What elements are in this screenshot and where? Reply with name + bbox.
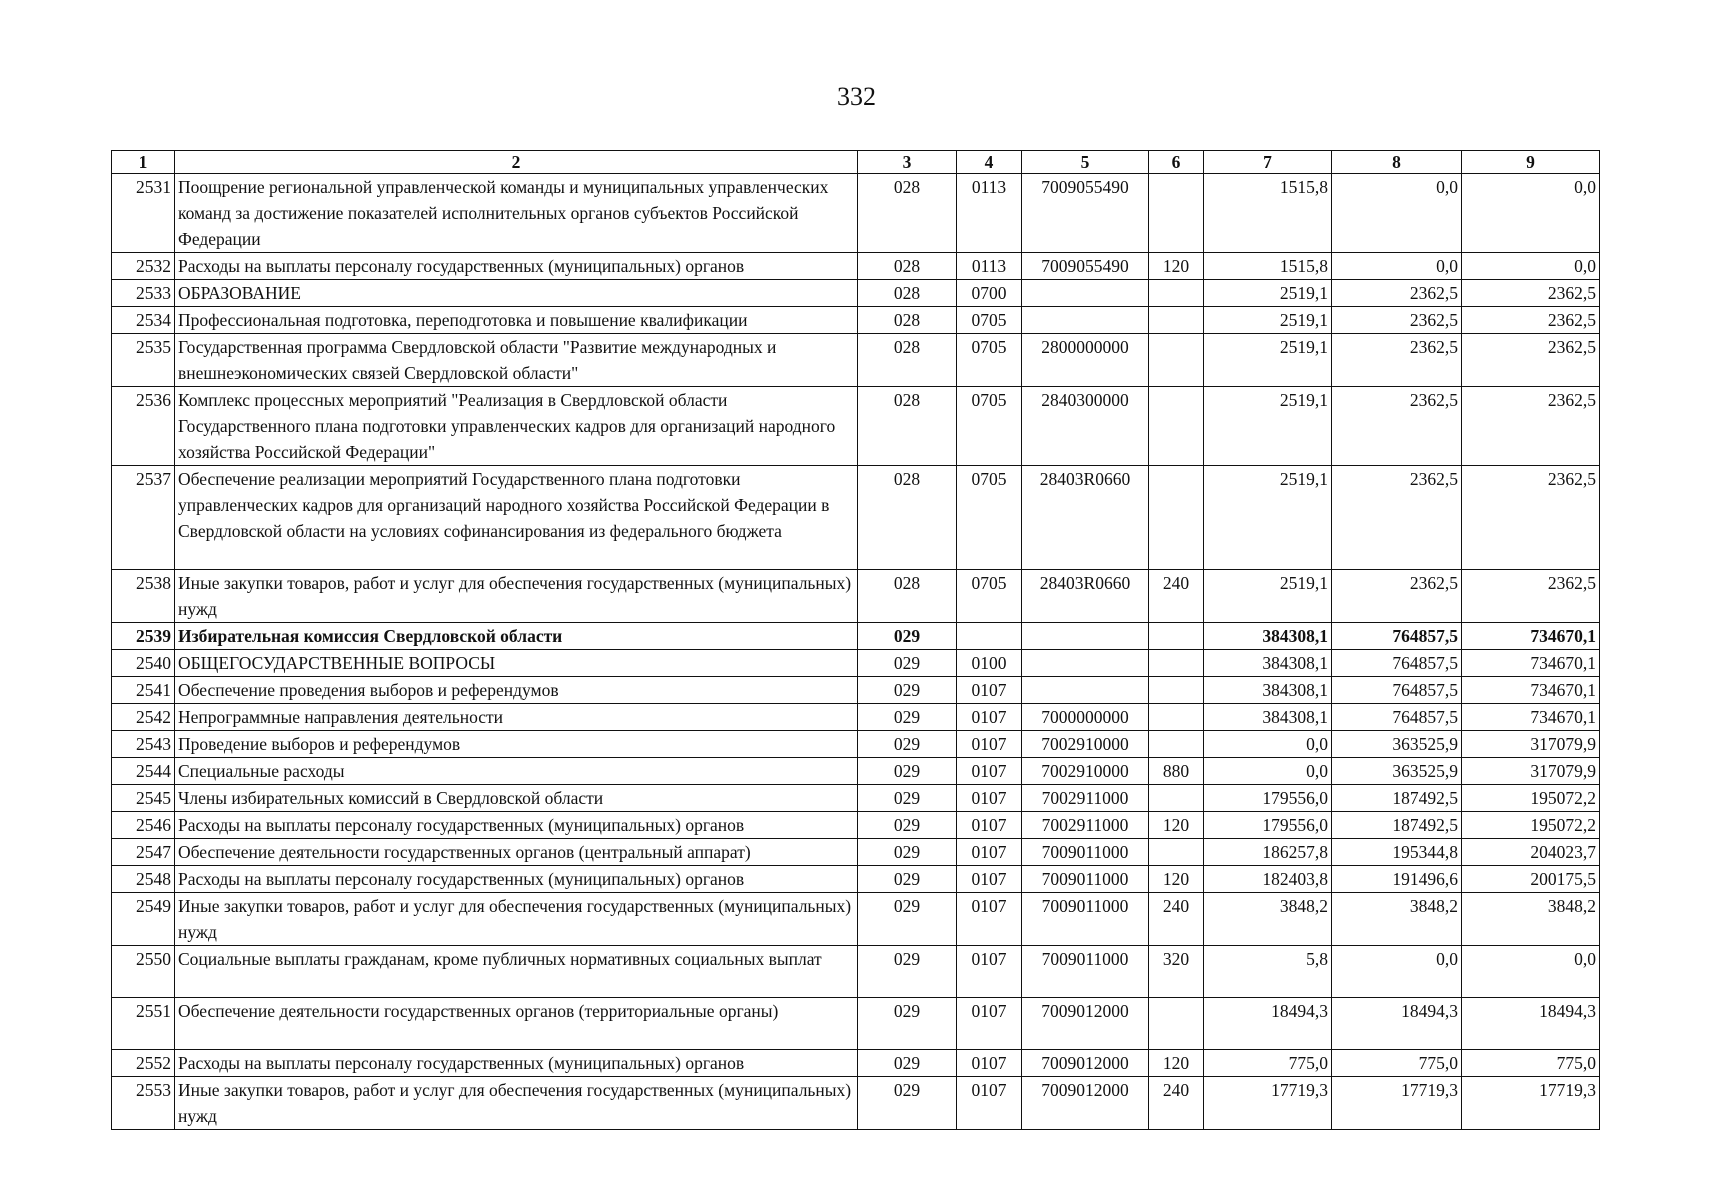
amount-col-8: 2362,5: [1332, 466, 1462, 570]
row-name: Иные закупки товаров, работ и услуг для обеспечения государственных (муниципальных) нужд: [175, 893, 858, 946]
amount-col-7: 179556,0: [1204, 812, 1332, 839]
table-row: [112, 785, 1600, 812]
code-target: 7002910000: [1022, 731, 1149, 758]
amount-col-9: 2362,5: [1462, 387, 1600, 466]
amount-col-9: 195072,2: [1462, 812, 1600, 839]
row-number: 2550: [112, 946, 175, 998]
amount-col-8: 2362,5: [1332, 280, 1462, 307]
code-target: [1022, 280, 1149, 307]
code-target: 2800000000: [1022, 334, 1149, 387]
row-name: Специальные расходы: [175, 758, 858, 785]
code-expense-type: [1149, 785, 1204, 812]
code-expense-type: 120: [1149, 1050, 1204, 1077]
amount-col-7: 384308,1: [1204, 650, 1332, 677]
row-name: Социальные выплаты гражданам, кроме публичных нормативных социальных выплат: [175, 946, 858, 998]
table-row: [112, 650, 1600, 677]
amount-col-8: 18494,3: [1332, 998, 1462, 1050]
code-ministry: 029: [858, 704, 957, 731]
amount-col-8: 764857,5: [1332, 677, 1462, 704]
column-header-7: 7: [1204, 151, 1332, 174]
table-row: [112, 1050, 1600, 1077]
table-row: [112, 623, 1600, 650]
code-section: 0113: [957, 253, 1022, 280]
row-number: 2549: [112, 893, 175, 946]
code-ministry: 029: [858, 839, 957, 866]
code-ministry: 029: [858, 893, 957, 946]
code-expense-type: [1149, 174, 1204, 253]
code-expense-type: 120: [1149, 253, 1204, 280]
code-expense-type: 320: [1149, 946, 1204, 998]
amount-col-7: 2519,1: [1204, 466, 1332, 570]
amount-col-8: 195344,8: [1332, 839, 1462, 866]
amount-col-9: 3848,2: [1462, 893, 1600, 946]
amount-col-7: 384308,1: [1204, 677, 1332, 704]
budget-table: [111, 150, 1600, 1130]
table-row: [112, 1077, 1600, 1130]
amount-col-9: 2362,5: [1462, 570, 1600, 623]
amount-col-9: 2362,5: [1462, 307, 1600, 334]
row-number: 2546: [112, 812, 175, 839]
row-number: 2539: [112, 623, 175, 650]
amount-col-7: 0,0: [1204, 731, 1332, 758]
code-target: 7002911000: [1022, 812, 1149, 839]
amount-col-8: 191496,6: [1332, 866, 1462, 893]
code-expense-type: 120: [1149, 866, 1204, 893]
amount-col-7: 17719,3: [1204, 1077, 1332, 1130]
code-target: 2840300000: [1022, 387, 1149, 466]
code-section: 0705: [957, 334, 1022, 387]
code-expense-type: [1149, 731, 1204, 758]
amount-col-8: 187492,5: [1332, 812, 1462, 839]
amount-col-8: 363525,9: [1332, 758, 1462, 785]
amount-col-9: 2362,5: [1462, 280, 1600, 307]
row-name: Обеспечение деятельности государственных органов (центральный аппарат): [175, 839, 858, 866]
code-target: 7002910000: [1022, 758, 1149, 785]
row-number: 2548: [112, 866, 175, 893]
amount-col-9: 734670,1: [1462, 677, 1600, 704]
amount-col-9: 317079,9: [1462, 758, 1600, 785]
amount-col-7: 1515,8: [1204, 174, 1332, 253]
table-row: [112, 253, 1600, 280]
amount-col-9: 734670,1: [1462, 704, 1600, 731]
amount-col-8: 2362,5: [1332, 387, 1462, 466]
table-row: [112, 570, 1600, 623]
table-row: [112, 387, 1600, 466]
code-ministry: 028: [858, 466, 957, 570]
amount-col-9: 0,0: [1462, 174, 1600, 253]
code-section: 0107: [957, 946, 1022, 998]
code-ministry: 028: [858, 387, 957, 466]
code-target: 7009011000: [1022, 946, 1149, 998]
code-target: [1022, 307, 1149, 334]
table-row: [112, 731, 1600, 758]
amount-col-8: 0,0: [1332, 946, 1462, 998]
amount-col-7: 18494,3: [1204, 998, 1332, 1050]
code-section: 0107: [957, 1050, 1022, 1077]
row-number: 2536: [112, 387, 175, 466]
amount-col-9: 204023,7: [1462, 839, 1600, 866]
row-name: Расходы на выплаты персоналу государственных (муниципальных) органов: [175, 812, 858, 839]
row-number: 2540: [112, 650, 175, 677]
amount-col-9: 200175,5: [1462, 866, 1600, 893]
amount-col-8: 775,0: [1332, 1050, 1462, 1077]
code-ministry: 029: [858, 677, 957, 704]
table-row: [112, 704, 1600, 731]
code-target: 28403R0660: [1022, 570, 1149, 623]
table-row: [112, 998, 1600, 1050]
code-target: 7009055490: [1022, 253, 1149, 280]
row-name: Профессиональная подготовка, переподготовка и повышение квалификации: [175, 307, 858, 334]
amount-col-7: 2519,1: [1204, 387, 1332, 466]
code-ministry: 028: [858, 334, 957, 387]
code-ministry: 028: [858, 174, 957, 253]
amount-col-9: 18494,3: [1462, 998, 1600, 1050]
code-expense-type: 880: [1149, 758, 1204, 785]
row-name: Иные закупки товаров, работ и услуг для обеспечения государственных (муниципальных) нужд: [175, 1077, 858, 1130]
code-expense-type: 120: [1149, 812, 1204, 839]
table-row: [112, 866, 1600, 893]
code-expense-type: [1149, 623, 1204, 650]
amount-col-7: 2519,1: [1204, 570, 1332, 623]
row-number: 2531: [112, 174, 175, 253]
row-number: 2547: [112, 839, 175, 866]
code-expense-type: 240: [1149, 570, 1204, 623]
code-section: 0107: [957, 812, 1022, 839]
column-header-3: 3: [858, 151, 957, 174]
code-section: 0107: [957, 839, 1022, 866]
amount-col-8: 2362,5: [1332, 570, 1462, 623]
code-expense-type: [1149, 334, 1204, 387]
column-header-6: 6: [1149, 151, 1204, 174]
amount-col-9: 2362,5: [1462, 466, 1600, 570]
code-target: 28403R0660: [1022, 466, 1149, 570]
code-expense-type: 240: [1149, 893, 1204, 946]
row-number: 2532: [112, 253, 175, 280]
amount-col-9: 734670,1: [1462, 650, 1600, 677]
table-row: [112, 174, 1600, 253]
row-name: Расходы на выплаты персоналу государственных (муниципальных) органов: [175, 1050, 858, 1077]
row-name: Непрограммные направления деятельности: [175, 704, 858, 731]
amount-col-9: 195072,2: [1462, 785, 1600, 812]
row-name: Избирательная комиссия Свердловской области: [175, 623, 858, 650]
row-number: 2552: [112, 1050, 175, 1077]
amount-col-7: 5,8: [1204, 946, 1332, 998]
row-number: 2534: [112, 307, 175, 334]
row-number: 2553: [112, 1077, 175, 1130]
code-target: [1022, 650, 1149, 677]
row-name: ОБЩЕГОСУДАРСТВЕННЫЕ ВОПРОСЫ: [175, 650, 858, 677]
row-name: Обеспечение реализации мероприятий Государственного плана подготовки управленческих кадров для организаций народного хозяйства Российской Федерации в Свердловской области на условиях софинансирования из федерального бюджета: [175, 466, 858, 570]
row-number: 2537: [112, 466, 175, 570]
code-section: 0107: [957, 1077, 1022, 1130]
amount-col-7: 2519,1: [1204, 334, 1332, 387]
row-name: ОБРАЗОВАНИЕ: [175, 280, 858, 307]
row-name: Обеспечение деятельности государственных органов (территориальные органы): [175, 998, 858, 1050]
code-section: 0107: [957, 731, 1022, 758]
code-expense-type: 240: [1149, 1077, 1204, 1130]
amount-col-9: 0,0: [1462, 253, 1600, 280]
code-ministry: 029: [858, 731, 957, 758]
amount-col-8: 187492,5: [1332, 785, 1462, 812]
code-expense-type: [1149, 704, 1204, 731]
table-row: [112, 307, 1600, 334]
code-section: 0700: [957, 280, 1022, 307]
code-ministry: 029: [858, 758, 957, 785]
code-section: 0107: [957, 866, 1022, 893]
code-expense-type: [1149, 280, 1204, 307]
row-number: 2538: [112, 570, 175, 623]
table-row: [112, 893, 1600, 946]
header-row: [112, 151, 1600, 174]
code-target: [1022, 623, 1149, 650]
row-number: 2533: [112, 280, 175, 307]
amount-col-8: 2362,5: [1332, 307, 1462, 334]
code-expense-type: [1149, 677, 1204, 704]
table-row: [112, 812, 1600, 839]
amount-col-7: 182403,8: [1204, 866, 1332, 893]
row-name: Поощрение региональной управленческой команды и муниципальных управленческих команд за достижение показателей исполнительных органов субъектов Российской Федерации: [175, 174, 858, 253]
code-ministry: 028: [858, 307, 957, 334]
code-section: 0107: [957, 677, 1022, 704]
row-number: 2543: [112, 731, 175, 758]
row-name: Государственная программа Свердловской области "Развитие международных и внешнеэкономических связей Свердловской области": [175, 334, 858, 387]
code-target: 7000000000: [1022, 704, 1149, 731]
column-header-9: 9: [1462, 151, 1600, 174]
amount-col-8: 363525,9: [1332, 731, 1462, 758]
amount-col-8: 764857,5: [1332, 650, 1462, 677]
code-section: 0705: [957, 387, 1022, 466]
code-expense-type: [1149, 466, 1204, 570]
amount-col-9: 0,0: [1462, 946, 1600, 998]
code-section: 0705: [957, 570, 1022, 623]
row-number: 2542: [112, 704, 175, 731]
amount-col-9: 775,0: [1462, 1050, 1600, 1077]
amount-col-9: 2362,5: [1462, 334, 1600, 387]
amount-col-7: 384308,1: [1204, 704, 1332, 731]
code-section: 0100: [957, 650, 1022, 677]
code-section: 0107: [957, 785, 1022, 812]
amount-col-7: 384308,1: [1204, 623, 1332, 650]
amount-col-7: 775,0: [1204, 1050, 1332, 1077]
row-number: 2535: [112, 334, 175, 387]
code-expense-type: [1149, 650, 1204, 677]
code-ministry: 029: [858, 1077, 957, 1130]
code-target: 7009012000: [1022, 998, 1149, 1050]
row-name: Иные закупки товаров, работ и услуг для обеспечения государственных (муниципальных) нужд: [175, 570, 858, 623]
code-target: 7009012000: [1022, 1050, 1149, 1077]
code-section: 0705: [957, 466, 1022, 570]
amount-col-9: 317079,9: [1462, 731, 1600, 758]
code-ministry: 029: [858, 650, 957, 677]
amount-col-7: 3848,2: [1204, 893, 1332, 946]
code-target: 7009012000: [1022, 1077, 1149, 1130]
code-expense-type: [1149, 307, 1204, 334]
amount-col-8: 764857,5: [1332, 704, 1462, 731]
row-number: 2551: [112, 998, 175, 1050]
code-target: 7009011000: [1022, 839, 1149, 866]
code-section: 0107: [957, 893, 1022, 946]
code-ministry: 029: [858, 812, 957, 839]
code-section: 0705: [957, 307, 1022, 334]
column-header-5: 5: [1022, 151, 1149, 174]
amount-col-7: 2519,1: [1204, 280, 1332, 307]
code-ministry: 029: [858, 623, 957, 650]
row-number: 2544: [112, 758, 175, 785]
code-section: 0107: [957, 704, 1022, 731]
code-section: 0107: [957, 998, 1022, 1050]
amount-col-8: 2362,5: [1332, 334, 1462, 387]
table-row: [112, 466, 1600, 570]
row-number: 2541: [112, 677, 175, 704]
amount-col-9: 734670,1: [1462, 623, 1600, 650]
amount-col-8: 0,0: [1332, 174, 1462, 253]
amount-col-8: 0,0: [1332, 253, 1462, 280]
code-ministry: 029: [858, 866, 957, 893]
code-target: 7009011000: [1022, 893, 1149, 946]
amount-col-8: 3848,2: [1332, 893, 1462, 946]
column-header-1: 1: [112, 151, 175, 174]
amount-col-7: 179556,0: [1204, 785, 1332, 812]
code-ministry: 028: [858, 253, 957, 280]
code-target: [1022, 677, 1149, 704]
code-ministry: 029: [858, 1050, 957, 1077]
table-row: [112, 946, 1600, 998]
amount-col-7: 1515,8: [1204, 253, 1332, 280]
code-expense-type: [1149, 387, 1204, 466]
code-expense-type: [1149, 998, 1204, 1050]
table-row: [112, 280, 1600, 307]
table-row: [112, 334, 1600, 387]
code-target: 7009011000: [1022, 866, 1149, 893]
table-row: [112, 839, 1600, 866]
row-name: Проведение выборов и референдумов: [175, 731, 858, 758]
column-header-8: 8: [1332, 151, 1462, 174]
table-row: [112, 677, 1600, 704]
amount-col-8: 764857,5: [1332, 623, 1462, 650]
row-name: Расходы на выплаты персоналу государственных (муниципальных) органов: [175, 253, 858, 280]
code-ministry: 029: [858, 946, 957, 998]
code-target: 7009055490: [1022, 174, 1149, 253]
code-section: [957, 623, 1022, 650]
row-name: Комплекс процессных мероприятий "Реализация в Свердловской области Государственного плана подготовки управленческих кадров для организаций народного хозяйства Российской Федерации": [175, 387, 858, 466]
table-row: [112, 758, 1600, 785]
amount-col-7: 186257,8: [1204, 839, 1332, 866]
code-expense-type: [1149, 839, 1204, 866]
column-header-4: 4: [957, 151, 1022, 174]
code-section: 0107: [957, 758, 1022, 785]
amount-col-7: 0,0: [1204, 758, 1332, 785]
row-name: Члены избирательных комиссий в Свердловской области: [175, 785, 858, 812]
amount-col-8: 17719,3: [1332, 1077, 1462, 1130]
amount-col-7: 2519,1: [1204, 307, 1332, 334]
code-section: 0113: [957, 174, 1022, 253]
amount-col-9: 17719,3: [1462, 1077, 1600, 1130]
row-name: Обеспечение проведения выборов и референдумов: [175, 677, 858, 704]
page-number: 332: [837, 82, 876, 111]
code-target: 7002911000: [1022, 785, 1149, 812]
code-ministry: 028: [858, 570, 957, 623]
code-ministry: 028: [858, 280, 957, 307]
table-body: [112, 174, 1600, 1130]
code-ministry: 029: [858, 998, 957, 1050]
column-header-2: 2: [175, 151, 858, 174]
row-name: Расходы на выплаты персоналу государственных (муниципальных) органов: [175, 866, 858, 893]
code-ministry: 029: [858, 785, 957, 812]
row-number: 2545: [112, 785, 175, 812]
